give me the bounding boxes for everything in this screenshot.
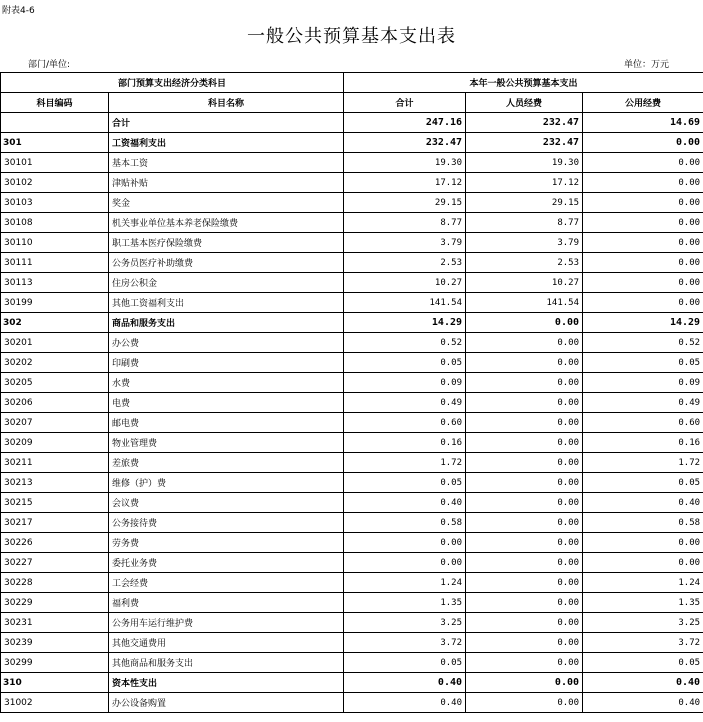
row-code: 310 (1, 673, 109, 693)
row-personnel: 0.00 (466, 473, 583, 493)
col-header-code: 科目编码 (1, 93, 109, 113)
row-public: 0.00 (583, 533, 703, 553)
row-code: 30205 (1, 373, 109, 393)
row-code: 30228 (1, 573, 109, 593)
row-personnel: 0.00 (466, 493, 583, 513)
row-total: 2.53 (344, 253, 466, 273)
row-code: 30231 (1, 613, 109, 633)
row-total: 0.00 (344, 533, 466, 553)
row-public: 0.00 (583, 253, 703, 273)
row-total: 0.09 (344, 373, 466, 393)
row-total: 232.47 (344, 133, 466, 153)
row-code: 30215 (1, 493, 109, 513)
col-header-public: 公用经费 (583, 93, 703, 113)
row-total: 0.16 (344, 433, 466, 453)
row-public: 1.72 (583, 453, 703, 473)
row-code: 30239 (1, 633, 109, 653)
row-name: 差旅费 (109, 453, 344, 473)
row-code: 30103 (1, 193, 109, 213)
row-total: 29.15 (344, 193, 466, 213)
row-total: 0.40 (344, 493, 466, 513)
row-public: 0.00 (583, 133, 703, 153)
row-public: 0.00 (583, 153, 703, 173)
row-name: 电费 (109, 393, 344, 413)
row-public: 0.00 (583, 213, 703, 233)
row-code: 30209 (1, 433, 109, 453)
row-code (1, 113, 109, 133)
table-row (1, 493, 703, 513)
row-name: 办公设备购置 (109, 693, 344, 713)
table-row (1, 173, 703, 193)
row-public: 1.24 (583, 573, 703, 593)
row-personnel: 29.15 (466, 193, 583, 213)
table-row (1, 433, 703, 453)
row-public: 14.29 (583, 313, 703, 333)
row-personnel: 141.54 (466, 293, 583, 313)
row-total: 3.79 (344, 233, 466, 253)
row-name: 劳务费 (109, 533, 344, 553)
row-code: 301 (1, 133, 109, 153)
row-total: 0.58 (344, 513, 466, 533)
row-personnel: 0.00 (466, 693, 583, 713)
row-code: 30108 (1, 213, 109, 233)
table-row (1, 133, 703, 153)
group-header-right: 本年一般公共预算基本支出 (344, 73, 703, 93)
row-personnel: 0.00 (466, 633, 583, 653)
row-total: 247.16 (344, 113, 466, 133)
row-total: 14.29 (344, 313, 466, 333)
row-public: 0.52 (583, 333, 703, 353)
row-personnel: 0.00 (466, 333, 583, 353)
row-public: 0.05 (583, 353, 703, 373)
row-name: 委托业务费 (109, 553, 344, 573)
table-row (1, 413, 703, 433)
row-code: 31002 (1, 693, 109, 713)
row-total: 0.05 (344, 653, 466, 673)
row-code: 30199 (1, 293, 109, 313)
row-total: 3.72 (344, 633, 466, 653)
row-name: 公务员医疗补助缴费 (109, 253, 344, 273)
row-personnel: 3.79 (466, 233, 583, 253)
row-name: 物业管理费 (109, 433, 344, 453)
table-row (1, 153, 703, 173)
row-personnel: 0.00 (466, 513, 583, 533)
row-personnel: 0.00 (466, 573, 583, 593)
row-total: 0.05 (344, 473, 466, 493)
row-code: 30113 (1, 273, 109, 293)
row-public: 1.35 (583, 593, 703, 613)
department-label: 部门/单位: (28, 60, 71, 70)
row-name: 奖金 (109, 193, 344, 213)
row-name: 职工基本医疗保险缴费 (109, 233, 344, 253)
row-personnel: 19.30 (466, 153, 583, 173)
row-personnel: 0.00 (466, 533, 583, 553)
table-row (1, 653, 703, 673)
row-name: 机关事业单位基本养老保险缴费 (109, 213, 344, 233)
row-total: 1.24 (344, 573, 466, 593)
row-personnel: 0.00 (466, 373, 583, 393)
row-total: 0.05 (344, 353, 466, 373)
row-total: 0.52 (344, 333, 466, 353)
table-row (1, 353, 703, 373)
table-row (1, 593, 703, 613)
row-total: 141.54 (344, 293, 466, 313)
row-name: 维修（护）费 (109, 473, 344, 493)
table-row (1, 453, 703, 473)
row-name: 其他商品和服务支出 (109, 653, 344, 673)
col-header-total: 合计 (344, 93, 466, 113)
row-name: 福利费 (109, 593, 344, 613)
table-row (1, 393, 703, 413)
row-code: 30217 (1, 513, 109, 533)
group-header-left: 部门预算支出经济分类科目 (1, 73, 344, 93)
row-public: 0.05 (583, 653, 703, 673)
row-public: 0.00 (583, 553, 703, 573)
row-code: 30110 (1, 233, 109, 253)
table-row (1, 553, 703, 573)
row-code: 30211 (1, 453, 109, 473)
row-total: 19.30 (344, 153, 466, 173)
row-code: 30101 (1, 153, 109, 173)
row-personnel: 17.12 (466, 173, 583, 193)
row-personnel: 232.47 (466, 113, 583, 133)
row-name: 商品和服务支出 (109, 313, 344, 333)
col-header-name: 科目名称 (109, 93, 344, 113)
row-total: 0.60 (344, 413, 466, 433)
table-row (1, 473, 703, 493)
row-public: 3.72 (583, 633, 703, 653)
row-code: 30226 (1, 533, 109, 553)
row-total: 8.77 (344, 213, 466, 233)
row-personnel: 0.00 (466, 673, 583, 693)
table-row (1, 333, 703, 353)
row-public: 0.60 (583, 413, 703, 433)
row-public: 0.05 (583, 473, 703, 493)
row-total: 0.00 (344, 553, 466, 573)
row-public: 0.00 (583, 233, 703, 253)
row-total: 3.25 (344, 613, 466, 633)
row-code: 30207 (1, 413, 109, 433)
row-personnel: 0.00 (466, 353, 583, 373)
row-personnel: 8.77 (466, 213, 583, 233)
unit-label: 单位：万元 (624, 60, 670, 70)
row-code: 30229 (1, 593, 109, 613)
row-public: 0.09 (583, 373, 703, 393)
row-name: 工会经费 (109, 573, 344, 593)
row-name: 邮电费 (109, 413, 344, 433)
row-public: 0.00 (583, 193, 703, 213)
row-public: 0.16 (583, 433, 703, 453)
row-name: 会议费 (109, 493, 344, 513)
row-personnel: 0.00 (466, 413, 583, 433)
table-row (1, 373, 703, 393)
row-name: 其他交通费用 (109, 633, 344, 653)
row-name: 公务用车运行维护费 (109, 613, 344, 633)
table-row (1, 533, 703, 553)
row-personnel: 0.00 (466, 653, 583, 673)
row-name: 其他工资福利支出 (109, 293, 344, 313)
row-personnel: 0.00 (466, 393, 583, 413)
row-personnel: 0.00 (466, 453, 583, 473)
row-total: 0.49 (344, 393, 466, 413)
row-public: 0.40 (583, 493, 703, 513)
row-name: 基本工资 (109, 153, 344, 173)
row-name: 津贴补贴 (109, 173, 344, 193)
table-row (1, 213, 703, 233)
row-total: 10.27 (344, 273, 466, 293)
table-row (1, 193, 703, 213)
row-name: 合计 (109, 113, 344, 133)
annex-label: 附表4-6 (2, 6, 35, 16)
table-row (1, 613, 703, 633)
table-row (1, 233, 703, 253)
page-title: 一般公共预算基本支出表 (247, 26, 456, 47)
row-code: 30299 (1, 653, 109, 673)
row-total: 1.35 (344, 593, 466, 613)
table-row (1, 573, 703, 593)
row-public: 14.69 (583, 113, 703, 133)
row-public: 0.40 (583, 693, 703, 713)
row-public: 0.49 (583, 393, 703, 413)
column-header-row (1, 93, 703, 113)
row-name: 资本性支出 (109, 673, 344, 693)
row-code: 30111 (1, 253, 109, 273)
row-total: 0.40 (344, 673, 466, 693)
row-public: 0.00 (583, 273, 703, 293)
budget-table (0, 72, 703, 713)
row-name: 办公费 (109, 333, 344, 353)
row-code: 30201 (1, 333, 109, 353)
group-header-row (1, 73, 703, 93)
row-personnel: 0.00 (466, 613, 583, 633)
table-row (1, 293, 703, 313)
row-name: 住房公积金 (109, 273, 344, 293)
row-public: 3.25 (583, 613, 703, 633)
table-row (1, 513, 703, 533)
row-personnel: 0.00 (466, 433, 583, 453)
row-personnel: 232.47 (466, 133, 583, 153)
row-name: 印刷费 (109, 353, 344, 373)
row-code: 302 (1, 313, 109, 333)
row-public: 0.40 (583, 673, 703, 693)
row-code: 30102 (1, 173, 109, 193)
col-header-personnel: 人员经费 (466, 93, 583, 113)
row-name: 水费 (109, 373, 344, 393)
row-personnel: 10.27 (466, 273, 583, 293)
row-personnel: 0.00 (466, 313, 583, 333)
table-row (1, 673, 703, 693)
table-row (1, 313, 703, 333)
row-code: 30206 (1, 393, 109, 413)
row-public: 0.58 (583, 513, 703, 533)
row-public: 0.00 (583, 293, 703, 313)
row-code: 30213 (1, 473, 109, 493)
row-public: 0.00 (583, 173, 703, 193)
table-row (1, 253, 703, 273)
row-total: 0.40 (344, 693, 466, 713)
row-personnel: 2.53 (466, 253, 583, 273)
row-personnel: 0.00 (466, 593, 583, 613)
table-row (1, 113, 703, 133)
table-row (1, 273, 703, 293)
row-total: 1.72 (344, 453, 466, 473)
row-code: 30202 (1, 353, 109, 373)
table-row (1, 693, 703, 713)
row-name: 工资福利支出 (109, 133, 344, 153)
table-row (1, 633, 703, 653)
row-code: 30227 (1, 553, 109, 573)
row-name: 公务接待费 (109, 513, 344, 533)
row-total: 17.12 (344, 173, 466, 193)
row-personnel: 0.00 (466, 553, 583, 573)
